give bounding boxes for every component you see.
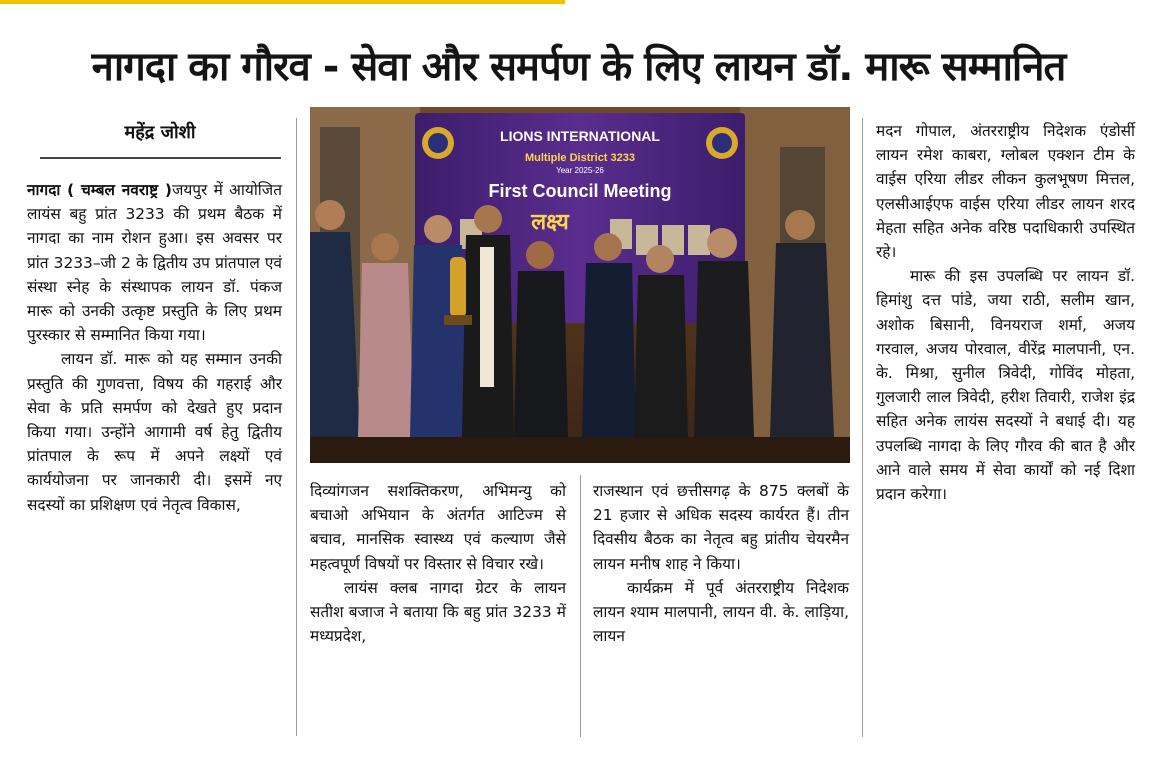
paragraph: मदन गोपाल, अंतरराष्ट्रीय निदेशक एंडोर्सी लायन रमेश काबरा, ग्लोबल एक्शन टीम के वाईस एरिया लीडर लीकन कुलभूषण मित्तल, एलसीआईएफ वाईस एरिया लीडर लायन शरद मेहता सहित अनेक वरिष्ठ पदाधिकारी उपस्थित रहे। (876, 122, 1135, 262)
column-divider (580, 475, 581, 737)
paragraph: लायंस क्लब नागदा ग्रेटर के लायन सतीश बजाज ने बताया कि बहु प्रांत 3233 में मध्यप्रदेश, (310, 578, 566, 646)
headline: नागदा का गौरव - सेवा और समर्पण के लिए लायन डॉ. मारू सम्मानित (91, 44, 1066, 90)
paragraph: राजस्थान एवं छत्तीसगढ़ के 875 क्लबों के 21 हजार से अधिक सदस्य कार्यरत हैं। तीन दिवसीय बैठक का नेतृत्व बहु प्रांतीय चेयरमैन लायन मनीष शाह ने किया। (593, 482, 849, 573)
paragraph: लायन डॉ. मारू को यह सम्मान उनकी प्रस्तुति की गुणवत्ता, विषय की गहराई और सेवा के प्रति समर्पण को देखते हुए प्रदान किया गया। उन्होंने आगामी वर्ष हेतु द्वितीय प्रांतपाल के रूप में अपने लक्ष्यों एवं कार्ययोजना पर जानकारी दी। इसमें नए सदस्यों का प्रशिक्षण एवं नेतृत्व विकास, (27, 350, 282, 514)
award-ceremony-image (310, 107, 850, 463)
column-divider (862, 118, 863, 737)
paragraph-text: जयपुर में आयोजित लायंस बहु प्रांत 3233 की प्रथम बैठक में नागदा का नाम रोशन हुआ। इस अवसर पर प्रांत 3233–जी 2 के द्वितीय उप प्रांतपाल एवं संस्था स्नेह के संस्थापक लायन डॉ. पंकज मारू को उनकी उत्कृष्ट प्रस्तुति के लिए प्रथम पुरस्कार से सम्मानित किया गया। (27, 181, 282, 345)
banner-title: LIONS INTERNATIONAL (500, 128, 660, 144)
paragraph: दिव्यांगजन सशक्तिकरण, अभिमन्यु को बचाओ अभियान के अंतर्गत आटिज्म से बचाव, मानसिक स्वास्थ्य एवं कल्याण जैसे महत्वपूर्ण विषयों पर विस्तार से विचार रखे। (310, 482, 566, 573)
banner-year: Year 2025-26 (556, 166, 604, 175)
paragraph: कार्यक्रम में पूर्व अंतरराष्ट्रीय निदेशक लायन श्याम मालपानी, लायन वी. के. लाड़िया, लायन (593, 578, 849, 646)
banner-meeting: First Council Meeting (488, 181, 672, 201)
column-divider (296, 118, 297, 736)
trophy-icon (450, 257, 466, 317)
award-photo (310, 107, 850, 463)
top-accent-bar (0, 0, 565, 4)
article-column-2 (310, 479, 566, 648)
banner-district: Multiple District 3233 (524, 152, 636, 164)
byline-rule (40, 157, 281, 159)
byline: महेंद्र जोशी (124, 122, 196, 143)
dateline: नागदा ( चम्बल नवराष्ट्र ) (27, 181, 172, 199)
banner-logo-text: लक्ष्य (531, 210, 569, 235)
paragraph (27, 178, 282, 347)
article-column-1 (27, 178, 282, 517)
article-column-4 (876, 119, 1135, 506)
paragraph: मारू की इस उपलब्धि पर लायन डॉ. हिमांशु दत्त पांडे, जया राठी, सलीम खान, अशोक बिसानी, विनयराज शर्मा, अजय गरवाल, अजय पोरवाल, वीरेंद्र मालपानी, एन. के. मिश्रा, सुनील त्रिवेदी, गोविंद मोहता, गुलजारी लाल त्रिवेदी, हरीश तिवारी, राजेश इंद्र सहित अनेक लायंस सदस्यों ने बधाई दी। यह उपलब्धि नागदा के लिए गौरव की बात है और आने वाले समय में सेवा कार्यों को नई दिशा प्रदान करेगा। (876, 267, 1135, 504)
article-column-3 (593, 479, 849, 648)
